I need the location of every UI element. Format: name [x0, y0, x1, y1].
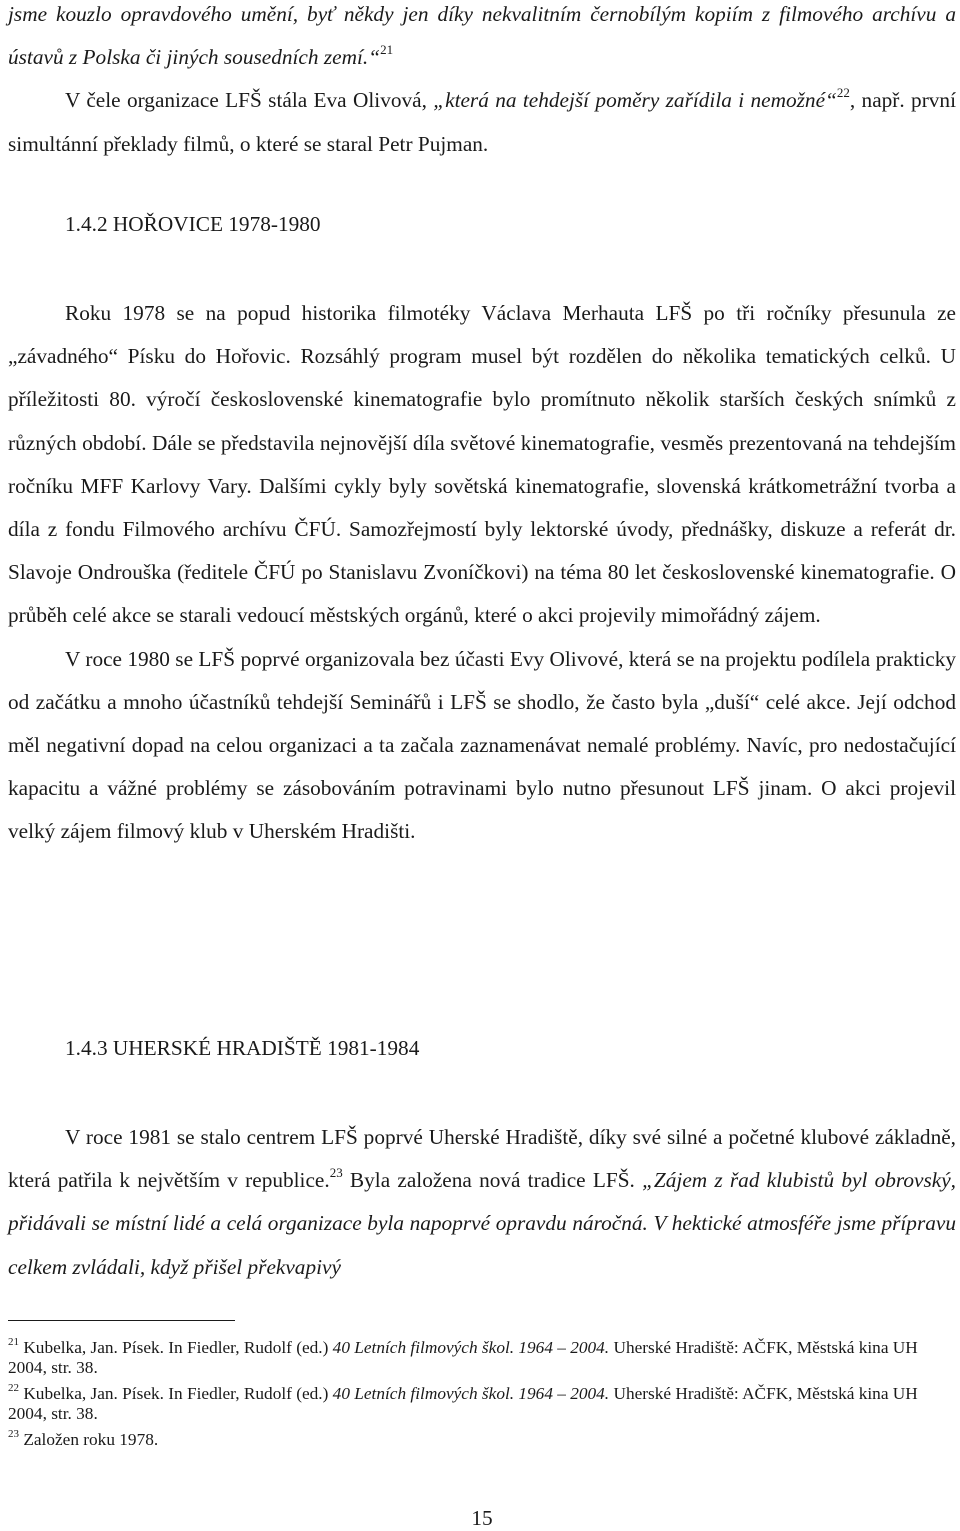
footnote-text: Založen roku 1978.: [19, 1430, 159, 1449]
paragraph-horovice-program: Roku 1978 se na popud historika filmotéky Václava Merhauta LFŠ po tři ročníky přesunula ze „závadného“ Písku do Hořovic. Rozsáhlý program musel být rozdělen do několika tematických celků. U příležitosti 80. výročí československé kinematografie bylo promítnuto několik starších českých snímků z různých období. Dále se představila nejnovější díla světové kinematografie, vesměs prezentovaná na tehdejším ročníku MFF Karlovy Vary. Dalšími cykly byly sovětská kinematografie, slovenská krátkometrážní tvorba a díla z fondu Filmového archívu ČFÚ. Samozřejmostí byly lektorské úvody, přednášky, diskuze a referát dr. Slavoje Ondrouška (ředitele ČFÚ po Stanislavu Zvoníčkovi) na téma 80 let československé kinematografie. O průběh celé akce se starali vedoucí městských orgánů, které o akci projevily mimořádný zájem.: [8, 301, 956, 628]
uh-quote: „Zájem z řad klubistů byl obrovský, přidávali se místní lidé a celá organizace byla napoprvé opravdu náročná. V hektické atmosféře jsme přípravu celkem zvládali, když přišel překvapivý: [8, 1168, 956, 1279]
section-heading-uherske-hradiste: 1.4.3 UHERSKÉ HRADIŠTĚ 1981-1984: [65, 1036, 420, 1060]
olivova-text-b: , např. první simultánní překlady filmů, o které se staral Petr Pujman.: [8, 88, 956, 156]
uh-text-a: V roce 1981 se stalo centrem LFŠ poprvé Uherské Hradiště, díky své silné a početné klubové základně, která patřila k největším v republice.: [8, 1125, 956, 1193]
footnote-number: 23: [8, 1428, 19, 1441]
uh-text-b: Byla založena nová tradice LFŠ.: [342, 1168, 643, 1193]
page-number: 15: [471, 1506, 493, 1530]
footnote-text: Kubelka, Jan. Písek. In Fiedler, Rudolf (ed.): [19, 1338, 333, 1357]
body-section-2: [8, 1116, 956, 1289]
opening-block: [8, 0, 956, 166]
paragraph-olivova-departure: V roce 1980 se LFŠ poprvé organizovala bez účasti Evy Olivové, která se na projektu podílela prakticky od začátku a mnoho účastníků tehdejší Seminářů i LFŠ se shodlo, že často byla „duší“ celé akce. Její odchod měl negativní dopad na celou organizaci a ta začala zaznamenávat nemalé problémy. Navíc, pro nedostačující kapacitu a vážné problémy se zásobováním potravinami bylo nutno přesunout LFŠ jinam. O akci projevil velký zájem filmový klub v Uherském Hradišti.: [8, 646, 956, 844]
footnote-text: Uherské Hradiště: AČFK, Městská kina UH 2004, str. 38.: [8, 1384, 918, 1423]
olivova-text-a: V čele organizace LFŠ stála Eva Olivová,: [65, 88, 434, 113]
footnote-text: Uherské Hradiště: AČFK, Městská kina UH 2004, str. 38.: [8, 1338, 918, 1377]
paragraph-uherske-hradiste: [8, 1116, 956, 1289]
document-page: [8, 0, 956, 1530]
footnote-ref-22[interactable]: 22: [836, 85, 850, 101]
footnote-ref-21[interactable]: 21: [380, 42, 394, 58]
olivova-quote: „která na tehdejší poměry zařídila i nemožné“: [433, 88, 837, 113]
footnote-text: Kubelka, Jan. Písek. In Fiedler, Rudolf (ed.): [19, 1384, 333, 1403]
olivova-paragraph: [8, 79, 956, 165]
body-section-1: [8, 292, 956, 854]
quote-text: jsme kouzlo opravdového umění, byť někdy jen díky nekvalitním černobílým kopiím z filmového archívu a ústavů z Polska či jiných sousedních zemí.“: [8, 2, 956, 70]
footnotes: [8, 1338, 956, 1450]
footnote-separator: [8, 1320, 235, 1321]
footnote-ref-23[interactable]: 23: [329, 1165, 343, 1181]
footnote-number: 21: [8, 1336, 19, 1349]
quote-continuation: [8, 0, 956, 79]
footnote-22: [8, 1384, 956, 1424]
footnote-title: 40 Letních filmových škol. 1964 – 2004.: [332, 1338, 610, 1357]
footnote-title: 40 Letních filmových škol. 1964 – 2004.: [332, 1384, 610, 1403]
section-heading-horovice: 1.4.2 HOŘOVICE 1978-1980: [65, 212, 321, 236]
footnote-21: [8, 1338, 956, 1378]
footnote-number: 22: [8, 1382, 19, 1395]
footnote-23: [8, 1430, 956, 1450]
